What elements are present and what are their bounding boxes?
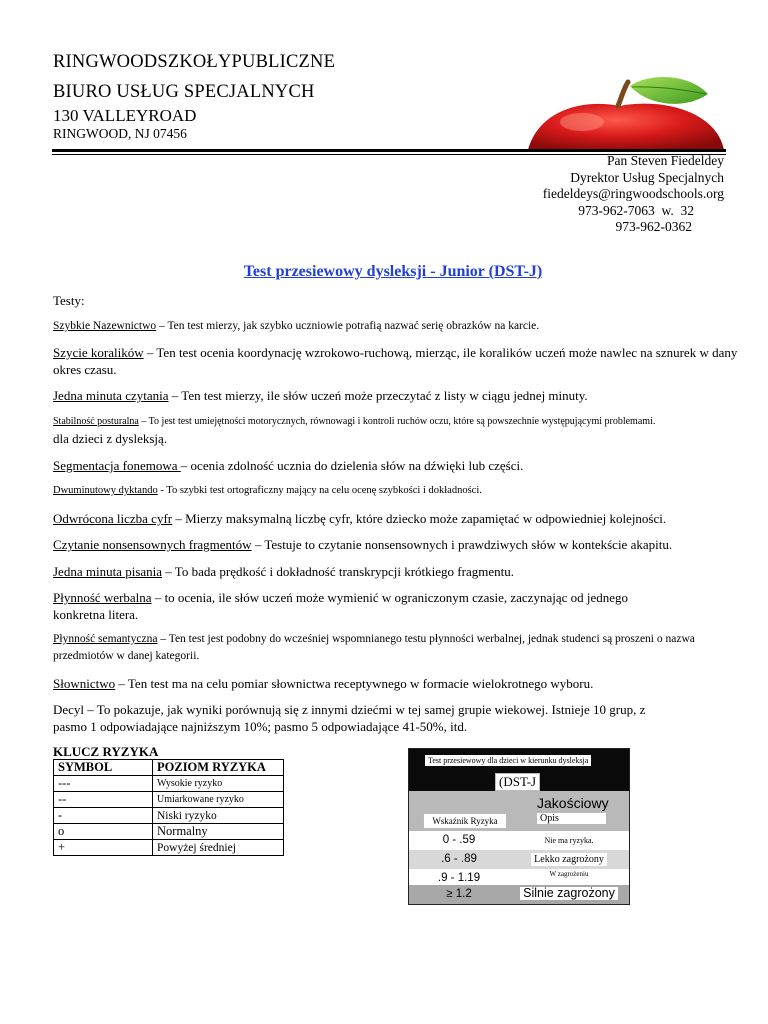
- table-row: [54, 840, 284, 856]
- dst-description: Lekko zagrożony: [531, 853, 607, 866]
- test-name: Jedna minuta pisania: [53, 564, 163, 579]
- symbol-cell: +: [54, 840, 153, 856]
- table-row: [54, 776, 284, 792]
- test-name: Stabilność posturalna: [53, 416, 139, 427]
- test-item: [53, 482, 743, 499]
- table-header-row: [54, 760, 284, 776]
- test-name: Słownictwo: [53, 676, 116, 691]
- test-desc: – Testuje to czytanie nonsensownych i prawdziwych słów w kontekście akapitu.: [251, 537, 673, 552]
- test-item-continued: konkretna litera.: [53, 607, 139, 622]
- city-address: RINGWOOD, NJ 07456: [53, 126, 187, 141]
- table-row: [54, 808, 284, 824]
- contact-name: Pan Steven Fiedeldey: [607, 153, 724, 168]
- test-desc: – ocenia zdolność ucznia do dzielenia słów na dźwięki lub części.: [180, 458, 524, 473]
- document-title[interactable]: Test przesiewowy dysleksji - Junior (DST-J): [243, 263, 543, 280]
- test-name: Czytanie nonsensownych fragmentów: [53, 537, 252, 552]
- test-name: Szybkie Nazewnictwo: [53, 320, 157, 332]
- level-cell: Normalny: [153, 824, 284, 840]
- test-desc: - To szybki test ortograficzny mający na celu ocenę szybkości i dokładności.: [157, 485, 482, 496]
- dst-description: Silnie zagrożony: [520, 887, 618, 900]
- decyl-line-1: Decyl – To pokazuje, jak wyniki porównują się z innymi dziećmi w tej samej grupie wiekowej. Istnieje 10 grup, z: [53, 702, 646, 717]
- level-cell: Wysokie ryzyko: [153, 776, 284, 792]
- dst-description: W zagrożeniu: [549, 870, 589, 878]
- symbol-cell: --: [54, 792, 153, 808]
- test-name: Płynność semantyczna: [53, 633, 158, 645]
- test-item: [53, 536, 743, 553]
- test-name: Dwuminutowy dyktando: [53, 485, 158, 496]
- dst-risk-index: .6 - .89: [441, 853, 477, 865]
- table-row: [54, 792, 284, 808]
- dst-caption: Test przesiewowy dla dzieci w kierunku dysleksja: [425, 755, 591, 766]
- decyl-line-2: pasmo 1 odpowiadające najniższym 10%; pasmo 5 odpowiadające 41-50%, itd.: [53, 719, 468, 734]
- symbol-cell: ---: [54, 776, 153, 792]
- test-desc: – To bada prędkość i dokładność transkrypcji krótkiego fragmentu.: [162, 564, 514, 579]
- office-name: BIURO USŁUG SPECJALNYCH: [53, 82, 315, 102]
- level-cell: Umiarkowane ryzyko: [153, 792, 284, 808]
- test-item: [53, 563, 743, 580]
- test-item: [53, 318, 743, 335]
- contact-role: Dyrektor Usług Specjalnych: [570, 169, 724, 185]
- contact-block: [424, 153, 724, 236]
- dst-description-wrap: [509, 850, 629, 869]
- dst-row: [409, 885, 629, 904]
- column-header: SYMBOL: [54, 760, 153, 776]
- dst-col1-header: Wskaźnik Ryzyka: [423, 813, 507, 829]
- test-item: [53, 457, 743, 474]
- dst-name: (DST-J: [495, 773, 540, 791]
- test-desc: – Mierzy maksymalną liczbę cyfr, które dziecko może zapamiętać w odpowiedniej kolejności.: [172, 511, 667, 526]
- contact-email: fiedeldeys@ringwoodschools.org: [542, 186, 724, 201]
- dst-description: Nie ma ryzyka.: [544, 836, 594, 845]
- apple-logo-icon: [520, 72, 728, 152]
- symbol-cell: -: [54, 808, 153, 824]
- test-name: Odwrócona liczba cyfr: [53, 511, 173, 526]
- dst-risk-index: 0 - .59: [442, 834, 476, 846]
- test-item: [53, 344, 743, 378]
- street-address: 130 VALLEYROAD: [53, 106, 197, 125]
- test-item: [53, 510, 743, 527]
- dst-risk-index: ≥ 1.2: [446, 888, 472, 900]
- risk-key-title: KLUCZ RYZYKA: [53, 744, 159, 759]
- dst-j-table: [408, 748, 630, 905]
- header-divider: [52, 149, 726, 152]
- test-desc: – Ten test ocenia koordynację wzrokowo-ruchową, mierząc, ile koralików uczeń może nawlec na sznurek w dany okres czasu.: [53, 345, 738, 377]
- contact-phone: 973-962-7063 w. 32: [578, 202, 694, 218]
- test-item: [53, 675, 743, 692]
- dst-description-wrap: [509, 885, 629, 904]
- test-name: Segmentacja fonemowa: [53, 458, 181, 473]
- dst-row: [409, 850, 629, 869]
- dst-header-row: [409, 791, 629, 831]
- dst-risk-index: .9 - 1.19: [437, 872, 481, 884]
- test-name: Jedna minuta czytania: [53, 388, 169, 403]
- test-desc: – to ocenia, ile słów uczeń może wymienić w ograniczonym czasie, zaczynając od jednego: [151, 590, 629, 605]
- level-cell: Niski ryzyko: [153, 808, 284, 824]
- contact-fax: 973-962-0362: [615, 219, 692, 234]
- table-row: [54, 824, 284, 840]
- dst-row: [409, 831, 629, 850]
- dst-col2-header-top: Jakościowy: [537, 795, 609, 811]
- dst-header-bar: [409, 749, 629, 791]
- dst-col2-header: Opis: [537, 813, 606, 824]
- school-name: RINGWOODSZKOŁYPUBLICZNE: [53, 52, 336, 72]
- column-header: POZIOM RYZYKA: [153, 760, 284, 776]
- test-desc: – To jest test umiejętności motorycznych, równowagi i kontroli ruchów oczu, które są powszechnie występującymi problemami.: [138, 416, 656, 427]
- test-desc: – Ten test mierzy, jak szybko uczniowie potrafią nazwać serię obrazków na karcie.: [156, 320, 540, 332]
- level-cell: Powyżej średniej: [153, 840, 284, 856]
- test-item: [53, 387, 743, 404]
- test-name: Płynność werbalna: [53, 590, 152, 605]
- symbol-cell: o: [54, 824, 153, 840]
- test-desc: – Ten test ma na celu pomiar słownictwa receptywnego w formacie wielokrotnego wyboru.: [115, 676, 594, 691]
- test-item-continued: dla dzieci z dysleksją.: [53, 431, 168, 446]
- risk-key-table: [53, 759, 284, 856]
- tests-label: Testy:: [53, 293, 85, 308]
- test-item: [53, 413, 743, 430]
- test-item: [53, 631, 743, 665]
- test-name: Szycie koralików: [53, 345, 144, 360]
- test-desc: – Ten test jest podobny do wcześniej wspomnianego testu płynności werbalnej, jednak studenci są proszeni o nazwa przedmiotów w danej kategorii.: [53, 633, 695, 662]
- test-desc: – Ten test mierzy, ile słów uczeń może przeczytać z listy w ciągu jednej minuty.: [168, 388, 588, 403]
- test-item: [53, 589, 743, 606]
